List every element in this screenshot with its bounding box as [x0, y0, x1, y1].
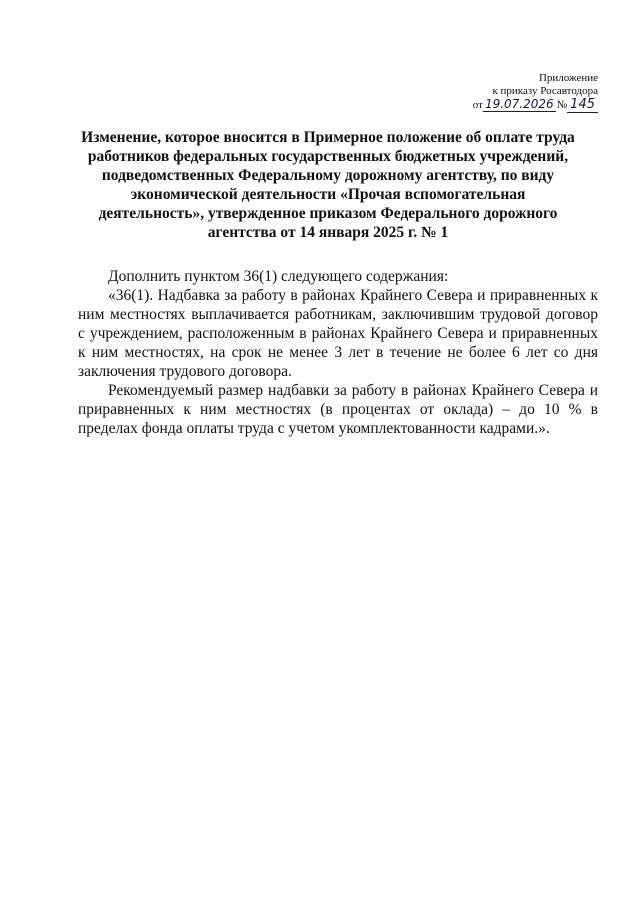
document-body — [78, 267, 598, 438]
body-paragraph: «36(1). Надбавка за работу в районах Крайнего Севера и приравненных к ним местностях выплачивается работникам, заключившим трудовой договор с учреждением, расположенным в районах Крайнего Севера и приравненных к ним местностях, на срок не менее 3 лет в течение не более 6 лет со дня заключения трудового договора. — [78, 287, 598, 380]
appendix-title: Приложение — [538, 72, 598, 84]
body-paragraph: Рекомендуемый размер надбавки за работу в районах Крайнего Севера и приравненных к ним местностях (в процентах от оклада) – до 10 % в пределах фонда оплаты труда с учетом укомплектованности кадрами.». — [78, 382, 598, 437]
appendix-block — [398, 72, 598, 112]
number-label: № — [556, 99, 568, 111]
appendix-date-number-line — [398, 98, 598, 112]
handwritten-number: 145 — [567, 97, 598, 113]
appendix-order-reference: к приказу Росавтодора — [492, 85, 598, 97]
body-paragraph: Дополнить пунктом 36(1) следующего содержания: — [108, 268, 449, 285]
document-heading: Изменение, которое вносится в Примерное положение об оплате труда работников федеральных государственных бюджетных учреждений, подведомственных Федеральному дорожному агентству, по виду экономической деятельности «Прочая вспомогательная деятельность», утвержденное приказом Федерального дорожного агентства от 14 января 2025 г. № 1 — [81, 129, 575, 241]
handwritten-date: 19.07.2026 — [484, 97, 554, 111]
from-label: от — [472, 99, 483, 111]
